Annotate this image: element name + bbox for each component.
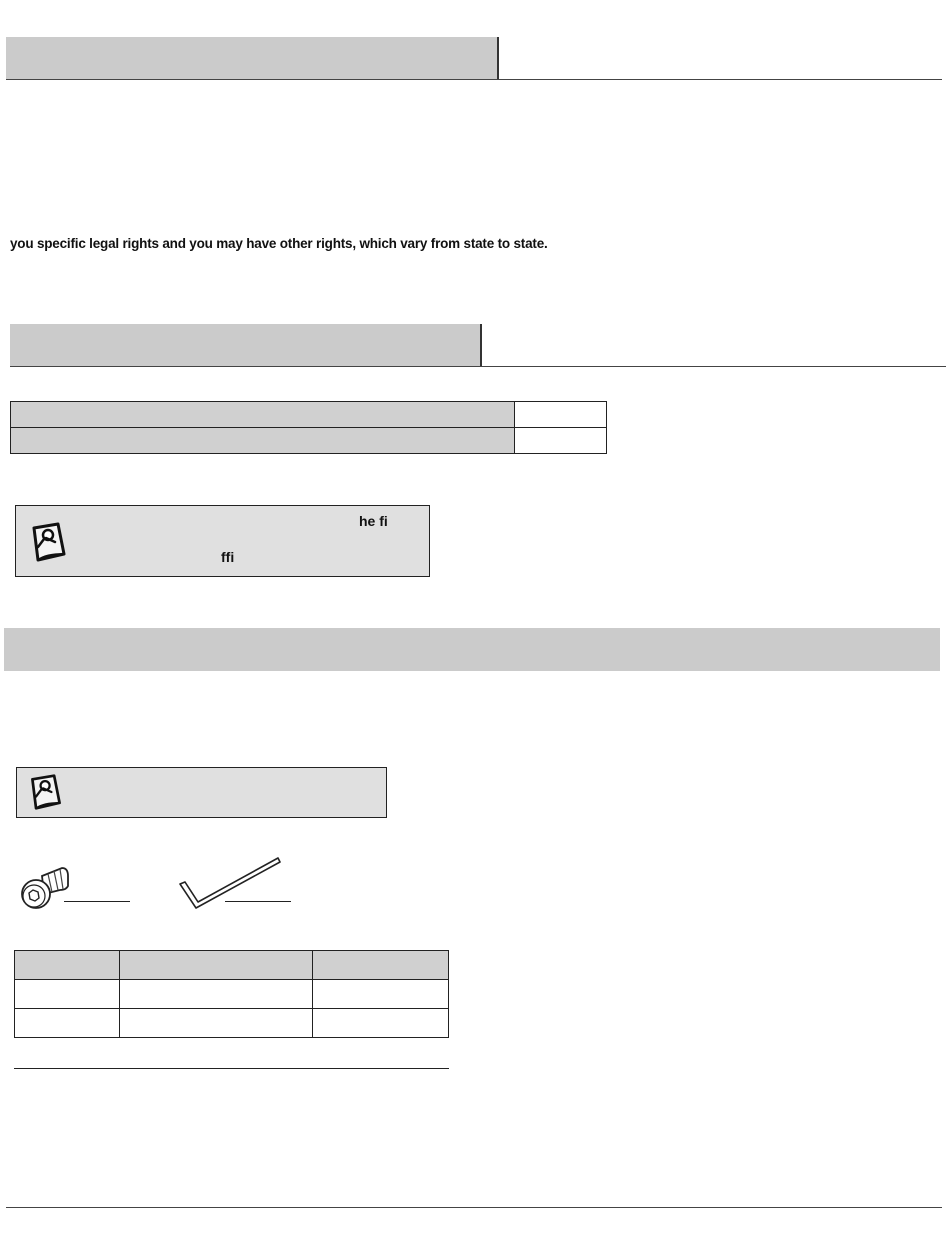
screw-icon [18,862,70,917]
hardware-cell [313,1009,449,1038]
pre-installation-section-header [4,628,940,671]
spec-value-cell [515,428,607,454]
hardware-cell [313,980,449,1009]
hardware-col-header [313,951,449,980]
hardware-cell [120,1009,313,1038]
hardware-cell [15,1009,120,1038]
hardware-table-footer-rule [14,1068,449,1069]
spec-row [11,428,607,454]
note-fragment-2: ffi [221,549,235,565]
hardware-col-header [15,951,120,980]
warranty-section-header [6,37,497,79]
page-footer-rule [6,1207,942,1208]
hardware-table-header [15,951,449,980]
specifications-section-header [10,324,480,366]
note-fragment-1: he fi [359,513,388,529]
table-row [15,1009,449,1038]
hardware-table [14,950,449,1038]
allen-wrench-icon [176,856,284,919]
hardware-cell [15,980,120,1009]
specifications-header-rule [10,366,946,367]
screw-label-line [64,901,130,902]
pre-installation-note-box [16,767,387,818]
spec-label-cell [11,428,515,454]
legal-rights-text: you specific legal rights and you may have other rights, which vary from state to state. [10,236,548,251]
specifications-note-box [15,505,430,577]
hardware-col-header [120,951,313,980]
specifications-header-divider [480,324,482,367]
warranty-header-divider [497,37,499,80]
pushpin-note-icon [28,520,70,569]
spec-row [11,402,607,428]
wrench-label-line [225,901,291,902]
specifications-table [10,401,607,454]
warranty-header-rule [6,79,942,80]
hardware-cell [120,980,313,1009]
spec-label-cell [11,402,515,428]
pushpin-note-icon [27,772,65,817]
table-row [15,980,449,1009]
spec-value-cell [515,402,607,428]
